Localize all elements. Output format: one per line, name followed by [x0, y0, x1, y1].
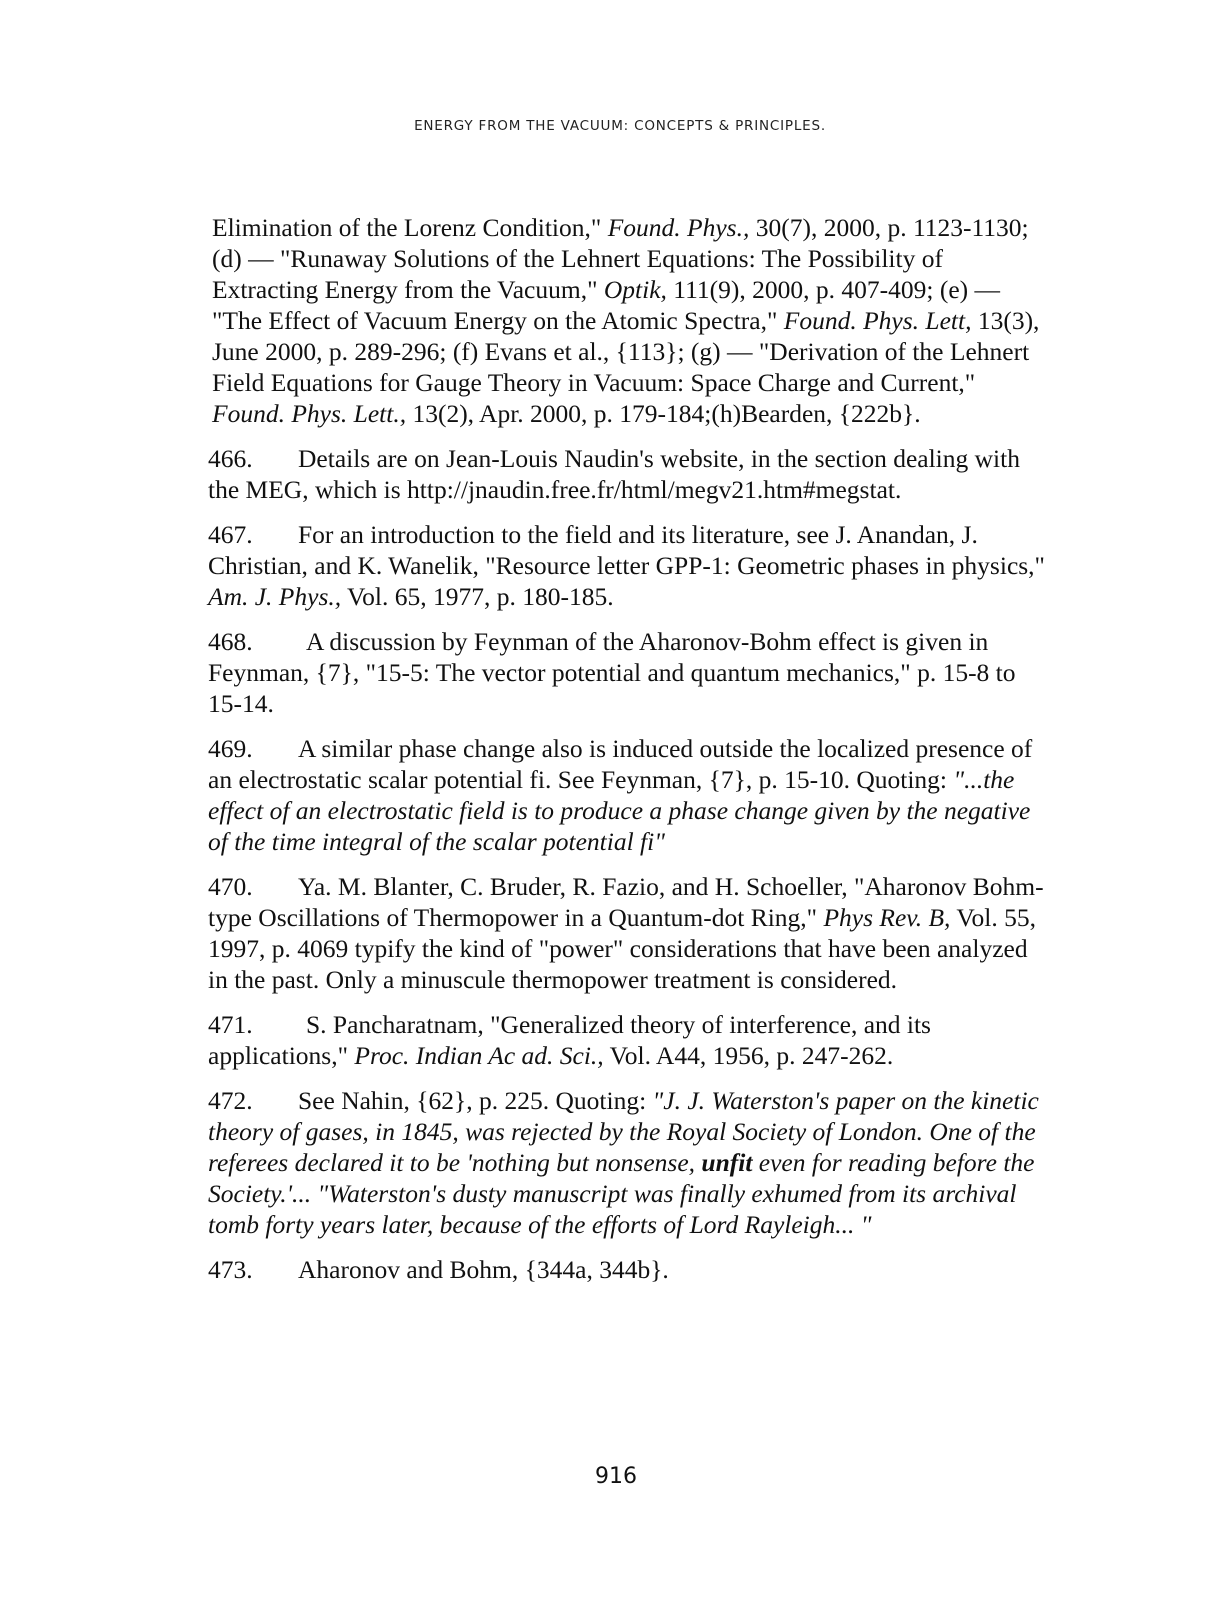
- note-text: A discussion by Feynman of the Aharonov-Bohm effect is given in Feynman, {7}, "15-5: The vector potential and quantum mechanics," p. 15-8 to 15-14.: [208, 627, 1016, 718]
- note-467: 467. For an introduction to the field and its literature, see J. Anandan, J. Christian, and K. Wanelik, "Resource letter GPP-1: Geometric phases in physics," Am. J. Phys., Vol. 65, 1977, p. 180-185.: [208, 520, 1045, 611]
- note-473: [208, 1254, 1048, 1285]
- running-header: ENERGY FROM THE VACUUM: CONCEPTS & PRINCIPLES.: [414, 118, 826, 134]
- emphasis: unfit: [701, 1148, 753, 1177]
- endnotes-body: [208, 212, 1048, 1299]
- note-number: 471.: [208, 1010, 253, 1039]
- journal-title: Am. J. Phys.,: [208, 582, 342, 611]
- note-number: 472.: [208, 1086, 253, 1115]
- quotation-continued: even for reading before the Society.'... "Waterston's dusty manuscript was finally exhumed from its archival tomb forty years later, because of the efforts of Lord Rayleigh... ": [208, 1148, 1035, 1239]
- note-number: 473.: [208, 1255, 253, 1284]
- note-470: 470. Ya. M. Blanter, C. Bruder, R. Fazio, and H. Schoeller, "Aharonov Bohm-type Oscillations of Thermopower in a Quantum-dot Ring," Phys Rev. B, Vol. 55, 1997, p. 4069 typify the kind of "power" considerations that have been analyzed in the past. Only a minuscule thermopower treatment is considered.: [208, 872, 1044, 994]
- note-number: 469.: [208, 734, 253, 763]
- journal-title: Proc. Indian Ac ad. Sci.,: [354, 1041, 604, 1070]
- note-465-continuation: Elimination of the Lorenz Condition," Found. Phys., 30(7), 2000, p. 1123-1130; (d) — "Runaway Solutions of the Lehnert Equations: The Possibility of Extracting Energy from the Vacuum," Optik, 111(9), 2000, p. 407-409; (e) — "The Effect of Vacuum Energy on the Atomic Spectra," Found. Phys. Lett, 13(3), June 2000, p. 289-296; (f) Evans et al., {113}; (g) — "Derivation of the Lehnert Field Equations for Gauge Theory in Vacuum: Space Charge and Current," Found. Phys. Lett., 13(2), Apr. 2000, p. 179-184;(h)Bearden, {222b}.: [212, 213, 1040, 428]
- page-number: 916: [595, 1464, 637, 1489]
- note-469: 469. A similar phase change also is induced outside the localized presence of an electrostatic scalar potential fi. See Feynman, {7}, p. 15-10. Quoting: "...the effect of an electrostatic field is to produce a phase change given by the negative of the time integral of the scalar potential fi": [208, 734, 1033, 856]
- note-number: 467.: [208, 520, 253, 549]
- note-472: 472. See Nahin, {62}, p. 225. Quoting: "J. J. Waterston's paper on the kinetic theory of gases, in 1845, was rejected by the Royal Society of London. One of the referees declared it to be 'nothing but nonsense, unfit even for reading before the Society.'... "Waterston's dusty manuscript was finally exhumed from its archival tomb forty years later, because of the efforts of Lord Rayleigh... ": [208, 1086, 1039, 1239]
- note-number: 466.: [208, 444, 253, 473]
- quotation: "...the effect of an electrostatic field is to produce a phase change given by the negative of the time integral of the scalar potential fi": [208, 765, 1031, 856]
- note-number: 468.: [208, 627, 253, 656]
- note-471: 471. S. Pancharatnam, "Generalized theory of interference, and its applications," Proc. Indian Ac ad. Sci., Vol. A44, 1956, p. 247-262.: [208, 1010, 931, 1070]
- note-text: Details are on Jean-Louis Naudin's website, in the section dealing with the MEG, which is http://jnaudin.free.fr/html/megv21.htm#megstat.: [208, 444, 1020, 504]
- quotation: "J. J. Waterston's paper on the kinetic theory of gases, in 1845, was rejected by the Royal Society of London. One of the referees declared it to be 'nothing but nonsense,: [208, 1086, 1039, 1177]
- note-text: Aharonov and Bohm, {344a, 344b}.: [298, 1255, 669, 1284]
- note-468: [208, 626, 1048, 719]
- note-466: [208, 443, 1048, 505]
- note-number: 470.: [208, 872, 253, 901]
- journal-title: Phys Rev. B,: [823, 903, 951, 932]
